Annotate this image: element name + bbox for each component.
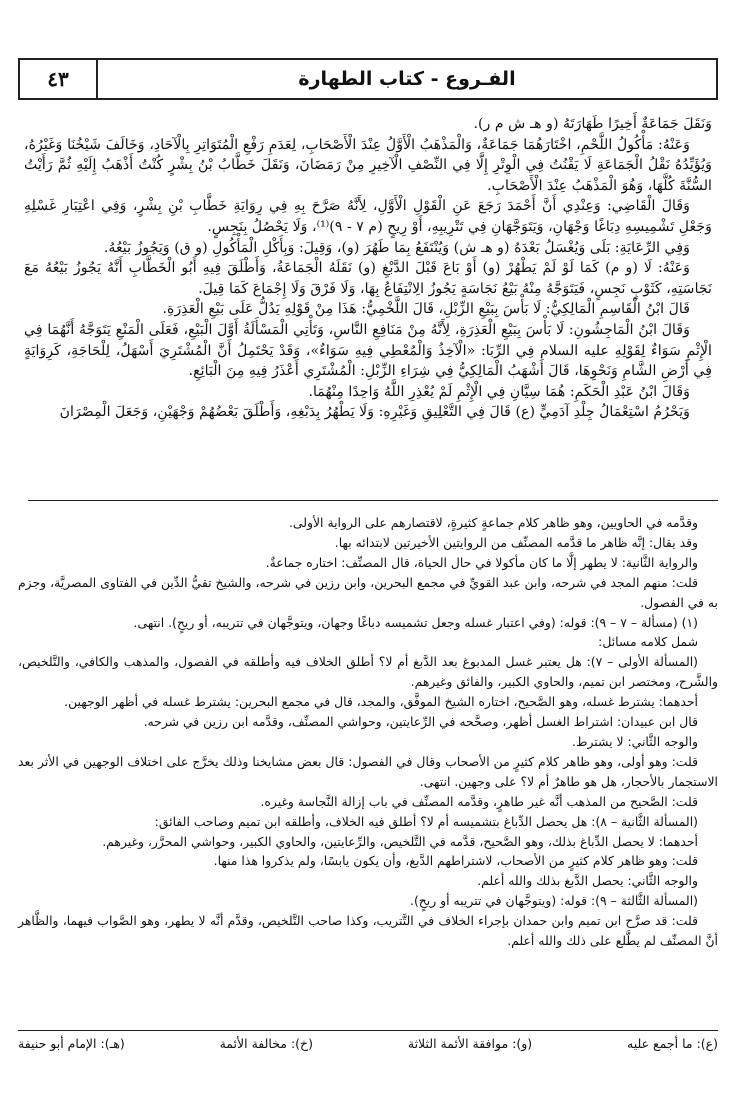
symbol-legend [18, 1036, 718, 1051]
footnotes [18, 513, 718, 951]
footnote-paragraph: والوجه الثَّاني: لا يشترط. [572, 733, 698, 749]
footnote-paragraph: وقدَّمه في الحاويين، وهو ظاهر كلام جماعةٍ كثيرةٍ، لاقتصارهم على الرواية الأولى. [288, 515, 698, 530]
main-text [18, 114, 718, 423]
footnote-paragraph: أحدهما: يشترط غسله، وهو الصَّحيح، اختاره الشيخ الموفَّق، والمجد، قال في مجمع البحرين: يشترط غسله في أظهر الوجهين. [64, 694, 698, 710]
main-paragraph: قَالَ ابْنُ الْقَاسِمِ الْمَالِكِيُّ: لَا بَأْسَ بِبَيْعِ الزِّبْلِ، قَالَ اللَّخْمِيُّ: هَذَا مِنْ قَوْلِهِ يَدُلُّ عَلَى بَيْعِ الْعَذِرَةِ. [162, 301, 690, 318]
footnote-paragraph: والرواية الثَّانية: لا يطهر إلَّا ما كان مأكولا في حال الحياة، قال المصنِّف: اختاره جماعةٌ. [265, 554, 698, 570]
footnote-paragraph: قلت: وهو ظاهر كلام كثيرٍ من الأصحاب، لاشتراطهم الدَّبغ، وأن يكون يابسًا، ولم يذكروا هذا منها. [213, 853, 698, 869]
legend-item: (ع): ما أجمع عليه [627, 1036, 718, 1051]
footnote-paragraph: قلت: منهم المجد في شرحه، وابن عبد القويِّ في مجمع البحرين، وابن رزين في شرحه، والشيخ تقيُّ الدِّين في الفتاوى المصريَّة، وجزم به في الفصول. [18, 574, 718, 610]
footnote-paragraph: قلت: وهو أولى، وهو ظاهر كلام كثيرٍ من الأصحاب وقال في الفصول: قال بعض مشايخنا وذلك يخرَّج على اختلاف الوجهين في الأثر بعد الاستجمار بالأحجار، هل هو طاهرٌ أم لا؟ على وجهين. انتهى. [18, 753, 718, 789]
page [18, 58, 718, 949]
legend-separator [18, 1030, 718, 1031]
footnote-paragraph: شمل كلامه مسائل: [598, 634, 698, 650]
main-paragraph: وَقَالَ الْقَاضِي: وَعِنْدِي أَنَّ أَحْمَدَ رَجَعَ عَنِ الْقَوْلِ الْأَوَّلِ، لِأَنَّهُ صَرَّحَ بِهِ فِي رِوَايَةِ خَطَّابِ بْنِ بِشْرٍ، وَفِي اعْتِبَارِ غَسْلِهِ وَجَعْلِ تَشْمِيسِهِ دِبَاغًا وَجْهَانِ، وَيَتَوَجَّهَانِ فِي تَتْرِيبِهِ، أَوْ رِيحٍ (م ٧ - ٩)⁽¹⁾، وَلَا يَحْصُلُ بِنَجِسٍ. [24, 198, 712, 235]
main-paragraph: وَيَحْرُمُ اسْتِعْمَالُ جِلْدِ آدَمِيٍّ (ع) قَالَ فِي التَّعْلِيقِ وَغَيْرِهِ: وَلَا يَطْهُرُ بِدَبْغِهِ، وَأَطْلَقَ بَعْضُهُمْ وَجْهَيْنِ، وَجَعَلَ الْمِصْرَانَ [59, 404, 690, 421]
main-paragraph: وَعَنْهُ: مَأْكُولُ اللَّحْمِ، اخْتَارَهُمَا جَمَاعَةٌ، وَالْمَذْهَبُ الْأَوَّلُ عِنْدَ الْأَصْحَابِ، لِعَدَمِ رَفْعِ الْمُتَوَاتِرِ بِالْآحَادِ، وَخَالَفَ شَيْخُنَا وَغَيْرُهُ، وَيُؤَيِّدُهُ نَقْلُ الْجَمَاعَةِ لَا يَقْنُتُ فِي الْوِتْرِ إِلَّا فِي النِّصْفِ الْآخِيرِ مِنْ رَمَضَانَ، وَنَقَلَ خَطَّابُ بْنُ بِشْرٍ كُنْتُ أَذْهَبُ إِلَيْهِ ثُمَّ رَأَيْتُ السُّنَّةَ كُلَّهَا، وَهُوَ الْمَذْهَبُ عِنْدَ الْأَصْحَابِ. [24, 136, 712, 194]
footnote-paragraph: قال ابن عبيدان: اشتراط الغسل أظهر، وصحَّحه في الرِّعايتين، وحواشي المصنِّف، وقدَّمه ابن رزين في شرحه. [143, 714, 698, 730]
footnote-paragraph: (١) (مسألة – ٧ – ٩): قوله: (وفي اعتبار غسله وجعل تشميسه دباغًا وجهان، ويتوجَّهان في تتريبه، أو ريحٍ). انتهى. [133, 614, 698, 630]
main-paragraph: وَفِي الرِّعَايَةِ: بَلَى وَيُغْسَلُ بَعْدَهُ (و هـ ش) وَيُنْتَفَعُ بِمَا طَهُرَ (و)، وَقِيلَ: وَبِأَكْلِ الْمَأْكُولِ (و ق) وَيَجُوزُ بَيْعُهُ. [103, 239, 690, 256]
main-paragraph: وَعَنْهُ: لَا (و م) كَمَا لَوْ لَمْ يَطْهُرْ (و) أَوْ بَاعَ قَبْلَ الدَّبْغِ (و) نَقَلَهُ الْجَمَاعَةُ، وَأَطْلَقَ فِيهِ أَبُو الْخَطَّابِ أَنَّهُ يَجُوزُ بَيْعُهُ مَعَ نَجَاسَتِهِ، كَثَوْبٍ نَجِسٍ، فَيَتَوَجَّهُ مِنْهُ بَيْعُ نَجَاسَةٍ يَجُوزُ الِانْتِفَاعُ بِهَا، وَلَا فَرْقَ وَلَا إِجْمَاعَ كَمَا قِيلَ. [24, 260, 712, 297]
legend-item: (هـ): الإمام أبو حنيفة [18, 1036, 125, 1051]
footnote-paragraph: والوجه الثَّاني: يحصل الدَّبغ بذلك والله أعلم. [477, 873, 698, 889]
main-paragraph: وَنَقَلَ جَمَاعَةٌ أَخِيرًا طَهَارَتَهُ (و هـ ش م ر). [473, 116, 712, 132]
page-title: الفـروع - كتاب الطهارة [298, 68, 516, 90]
main-paragraph: وَقَالَ ابْنُ عَبْدِ الْحَكَمِ: هُمَا سِيَّانِ فِي الْإِثْمِ لَمْ يُعْذِرِ اللَّهُ وَاحِدًا مِنْهُمَا. [308, 383, 690, 400]
footnote-paragraph: وقد يقال: إنَّه ظاهر ما قدَّمه المصنِّف من الروايتين الأخيرتين لابتدائه بها. [334, 534, 698, 550]
footnote-paragraph: (المسألة الأولى – ٧): هل يعتبر غسل المدبوغ بعد الدَّبغ أم لا؟ أطلق الخلاف فيه وأطلقه في الفصول، والمذهب والكافي، والتَّلخيص، والشَّرح، ومختصر ابن تميم، والحاوي الكبير، والفائق وغيرهم. [18, 654, 718, 690]
footnote-separator [28, 500, 718, 501]
footnote-paragraph: (المسألة الثَّالثة – ٩): قوله: (ويتوجَّهان في تتريبه أو ريحٍ). [410, 893, 698, 909]
page-number: ٤٣ [20, 60, 98, 98]
legend-item: (خ): مخالفة الأئمة [219, 1036, 313, 1051]
legend-item: (و): موافقة الأئمة الثلاثة [407, 1036, 533, 1051]
footnote-paragraph: قلت: قد صرَّح ابن تميم وابن حمدان بإجراء الخلاف في التَّتريب، وكذا صاحب التَّلخيص، وقدَّم أنَّه لا يطهر، وهو الصَّواب فيهما، والظَّاهر أنَّ المصنِّف لم يطَّلع على ذلك والله أعلم. [18, 913, 718, 949]
footnote-paragraph: قلت: الصَّحيح من المذهب أنَّه غير طاهرٍ، وقدَّمه المصنِّف في باب إزالة النَّجاسة وغيره. [260, 793, 698, 809]
main-paragraph: وَقَالَ ابْنُ الْمَاجِشُونِ: لَا بَأْسَ بِبَيْعِ الْعَذِرَةِ، لِأَنَّهُ مِنْ مَنَافِعِ النَّاسِ، وَتَأْتِي الْمَسْأَلَةُ أَوَّلَ الْبَيْعِ، فَعَلَى الْمَنْعِ يَتَوَجَّهُ أَنَّهُمَا فِي الْإِثْمِ سَوَاءٌ لِقَوْلِهِ عليه السلام فِي الرِّبَا: «الْآخِذُ وَالْمُعْطِي فِيهِ سَوَاءٌ»، وَقَدْ يَحْتَمِلُ أَنَّ الْمُشْتَرِيَ أَسْهَلُ، لِلْحَاجَةِ، كَرِوَايَةٍ فِي أَرْضِ الشَّامِ وَنَحْوِهَا، قَالَ أَشْهَبُ الْمَالِكِيُّ فِي شِرَاءِ الزِّبْلِ: الْمُشْتَرِي أَعْذَرُ فِيهِ مِنَ الْبَائِعِ. [24, 321, 712, 380]
page-header [18, 58, 718, 100]
footnote-paragraph: (المسألة الثَّانية – ٨): هل يحصل الدِّباغ بتشميسه أم لا؟ أطلق فيه الخلاف، وأطلقه ابن تميم وصاحب الفائق: [154, 813, 698, 829]
footnote-paragraph: أحدهما: لا يحصل الدِّباغ بذلك، وهو الصَّحيح، قدَّمه في التَّلخيص، والرِّعايتين، والحاوي الكبير، وحواشي المحرَّر، وغيرهم. [102, 833, 698, 849]
